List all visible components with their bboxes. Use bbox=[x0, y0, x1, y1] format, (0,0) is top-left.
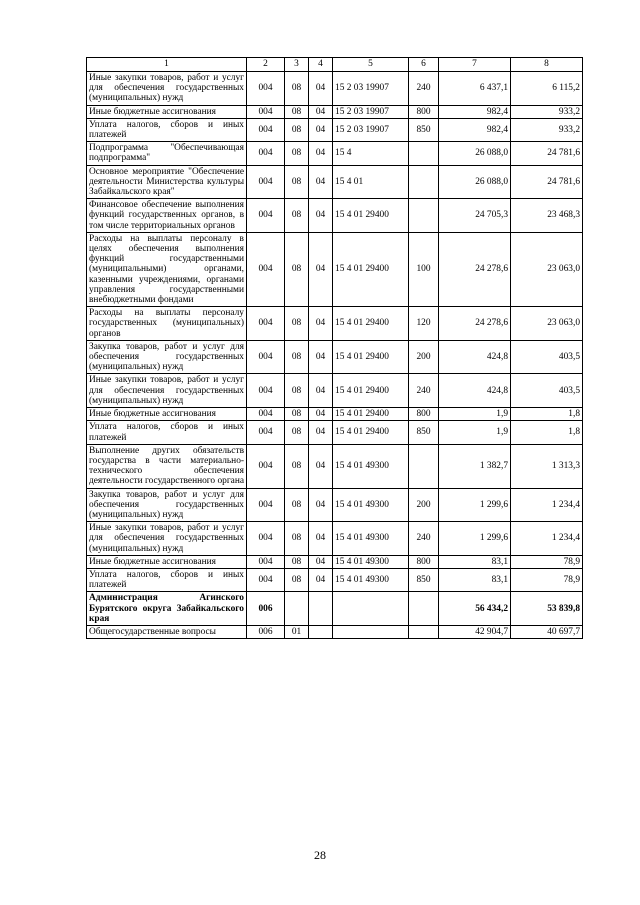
row-amount-8: 1 234,4 bbox=[511, 488, 583, 522]
row-amount-8: 933,2 bbox=[511, 105, 583, 118]
row-subsection-code: 04 bbox=[309, 232, 333, 306]
row-target-code: 15 4 01 29400 bbox=[333, 374, 409, 408]
row-name: Расходы на выплаты персоналу государственных (муниципальных) органов bbox=[87, 307, 247, 341]
row-amount-7: 1 299,6 bbox=[439, 488, 511, 522]
row-section-code: 08 bbox=[285, 165, 309, 199]
row-name: Иные бюджетные ассигнования bbox=[87, 408, 247, 421]
row-ministry-code: 004 bbox=[247, 522, 285, 556]
row-name: Уплата налогов, сборов и иных платежей bbox=[87, 118, 247, 141]
row-section-code: 08 bbox=[285, 568, 309, 591]
row-ministry-code: 004 bbox=[247, 118, 285, 141]
row-ministry-code: 004 bbox=[247, 72, 285, 106]
row-amount-7: 42 904,7 bbox=[439, 625, 511, 638]
row-expense-type bbox=[409, 625, 439, 638]
row-amount-7: 83,1 bbox=[439, 555, 511, 568]
row-expense-type: 200 bbox=[409, 488, 439, 522]
row-subsection-code: 04 bbox=[309, 105, 333, 118]
row-amount-7: 982,4 bbox=[439, 105, 511, 118]
row-name: Иные закупки товаров, работ и услуг для обеспечения государственных (муниципальных) нужд bbox=[87, 522, 247, 556]
row-ministry-code: 004 bbox=[247, 568, 285, 591]
row-section-code: 08 bbox=[285, 488, 309, 522]
row-subsection-code bbox=[309, 592, 333, 626]
row-expense-type: 800 bbox=[409, 408, 439, 421]
row-name: Иные бюджетные ассигнования bbox=[87, 555, 247, 568]
row-section-code: 08 bbox=[285, 232, 309, 306]
row-ministry-code: 004 bbox=[247, 408, 285, 421]
row-section-code: 08 bbox=[285, 374, 309, 408]
table-row bbox=[87, 625, 583, 638]
row-amount-8: 1 313,3 bbox=[511, 444, 583, 488]
row-name: Иные закупки товаров, работ и услуг для обеспечения государственных (муниципальных) нужд bbox=[87, 374, 247, 408]
row-name: Уплата налогов, сборов и иных платежей bbox=[87, 421, 247, 444]
row-amount-7: 1 382,7 bbox=[439, 444, 511, 488]
header-col-1: 1 bbox=[87, 58, 247, 72]
row-ministry-code: 004 bbox=[247, 421, 285, 444]
row-amount-7: 24 705,3 bbox=[439, 199, 511, 233]
header-row bbox=[87, 58, 583, 72]
row-amount-8: 1,8 bbox=[511, 421, 583, 444]
row-target-code: 15 4 01 29400 bbox=[333, 232, 409, 306]
row-subsection-code: 04 bbox=[309, 444, 333, 488]
row-expense-type: 850 bbox=[409, 568, 439, 591]
row-amount-7: 424,8 bbox=[439, 340, 511, 374]
row-subsection-code: 04 bbox=[309, 568, 333, 591]
row-amount-7: 26 088,0 bbox=[439, 165, 511, 199]
row-target-code bbox=[333, 625, 409, 638]
row-amount-7: 24 278,6 bbox=[439, 232, 511, 306]
header-col-6: 6 bbox=[409, 58, 439, 72]
row-target-code: 15 4 01 49300 bbox=[333, 522, 409, 556]
row-expense-type bbox=[409, 199, 439, 233]
row-name: Закупка товаров, работ и услуг для обеспечения государственных (муниципальных) нужд bbox=[87, 488, 247, 522]
row-subsection-code: 04 bbox=[309, 165, 333, 199]
row-target-code: 15 4 01 49300 bbox=[333, 444, 409, 488]
row-ministry-code: 004 bbox=[247, 199, 285, 233]
row-name: Выполнение других обязательств государства в части материально-технического обеспечения деятельности государственного органа bbox=[87, 444, 247, 488]
row-amount-8: 403,5 bbox=[511, 340, 583, 374]
row-subsection-code: 04 bbox=[309, 555, 333, 568]
row-section-code: 08 bbox=[285, 555, 309, 568]
row-expense-type: 100 bbox=[409, 232, 439, 306]
row-ministry-code: 004 bbox=[247, 555, 285, 568]
header-col-2: 2 bbox=[247, 58, 285, 72]
row-amount-8: 23 063,0 bbox=[511, 307, 583, 341]
row-amount-8: 23 468,3 bbox=[511, 199, 583, 233]
row-subsection-code bbox=[309, 625, 333, 638]
table-body bbox=[87, 72, 583, 639]
row-amount-7: 1,9 bbox=[439, 408, 511, 421]
table-row bbox=[87, 165, 583, 199]
row-name: Расходы на выплаты персоналу в целях обеспечения выполнения функций государственными (муниципальными) органами, казенными учреждениями, органами управления государственными внебюджетными фондами bbox=[87, 232, 247, 306]
row-section-code: 08 bbox=[285, 72, 309, 106]
table-row bbox=[87, 142, 583, 165]
table-row bbox=[87, 340, 583, 374]
row-name: Основное мероприятие "Обеспечение деятельности Министерства культуры Забайкальского края" bbox=[87, 165, 247, 199]
row-section-code: 08 bbox=[285, 199, 309, 233]
table-row bbox=[87, 522, 583, 556]
row-name: Подпрограмма "Обеспечивающая подпрограмма" bbox=[87, 142, 247, 165]
table-row bbox=[87, 72, 583, 106]
table-row bbox=[87, 118, 583, 141]
row-amount-7: 1 299,6 bbox=[439, 522, 511, 556]
header-col-7: 7 bbox=[439, 58, 511, 72]
row-target-code: 15 2 03 19907 bbox=[333, 105, 409, 118]
row-subsection-code: 04 bbox=[309, 118, 333, 141]
row-section-code: 08 bbox=[285, 444, 309, 488]
row-target-code: 15 4 01 29400 bbox=[333, 307, 409, 341]
row-amount-7: 424,8 bbox=[439, 374, 511, 408]
table-row bbox=[87, 444, 583, 488]
row-target-code: 15 4 01 29400 bbox=[333, 408, 409, 421]
header-col-3: 3 bbox=[285, 58, 309, 72]
row-section-code: 08 bbox=[285, 408, 309, 421]
row-amount-8: 1 234,4 bbox=[511, 522, 583, 556]
row-target-code: 15 4 bbox=[333, 142, 409, 165]
row-target-code bbox=[333, 592, 409, 626]
row-target-code: 15 4 01 49300 bbox=[333, 555, 409, 568]
row-section-code bbox=[285, 592, 309, 626]
row-expense-type: 240 bbox=[409, 522, 439, 556]
row-subsection-code: 04 bbox=[309, 421, 333, 444]
table-row bbox=[87, 232, 583, 306]
row-expense-type: 200 bbox=[409, 340, 439, 374]
row-target-code: 15 2 03 19907 bbox=[333, 72, 409, 106]
table-row bbox=[87, 408, 583, 421]
row-expense-type bbox=[409, 142, 439, 165]
row-subsection-code: 04 bbox=[309, 408, 333, 421]
table-row bbox=[87, 374, 583, 408]
budget-table bbox=[86, 57, 583, 639]
row-subsection-code: 04 bbox=[309, 72, 333, 106]
row-name: Иные закупки товаров, работ и услуг для обеспечения государственных (муниципальных) нужд bbox=[87, 72, 247, 106]
row-amount-8: 40 697,7 bbox=[511, 625, 583, 638]
row-amount-7: 83,1 bbox=[439, 568, 511, 591]
row-expense-type bbox=[409, 444, 439, 488]
row-expense-type bbox=[409, 592, 439, 626]
row-target-code: 15 4 01 49300 bbox=[333, 488, 409, 522]
row-ministry-code: 004 bbox=[247, 444, 285, 488]
row-section-code: 08 bbox=[285, 105, 309, 118]
row-name: Финансовое обеспечение выполнения функций государственных органов, в том числе территориальных органов bbox=[87, 199, 247, 233]
row-ministry-code: 006 bbox=[247, 592, 285, 626]
row-subsection-code: 04 bbox=[309, 374, 333, 408]
table-row bbox=[87, 105, 583, 118]
row-subsection-code: 04 bbox=[309, 199, 333, 233]
table-row bbox=[87, 555, 583, 568]
row-amount-7: 26 088,0 bbox=[439, 142, 511, 165]
row-subsection-code: 04 bbox=[309, 307, 333, 341]
row-name: Администрация Агинского Бурятского округа Забайкальского края bbox=[87, 592, 247, 626]
row-ministry-code: 004 bbox=[247, 232, 285, 306]
row-expense-type: 800 bbox=[409, 105, 439, 118]
row-amount-7: 982,4 bbox=[439, 118, 511, 141]
row-section-code: 08 bbox=[285, 340, 309, 374]
row-ministry-code: 004 bbox=[247, 340, 285, 374]
row-ministry-code: 004 bbox=[247, 307, 285, 341]
row-expense-type: 240 bbox=[409, 72, 439, 106]
row-target-code: 15 4 01 29400 bbox=[333, 340, 409, 374]
row-ministry-code: 004 bbox=[247, 142, 285, 165]
row-target-code: 15 2 03 19907 bbox=[333, 118, 409, 141]
table-row bbox=[87, 592, 583, 626]
row-name: Закупка товаров, работ и услуг для обеспечения государственных (муниципальных) нужд bbox=[87, 340, 247, 374]
row-name: Уплата налогов, сборов и иных платежей bbox=[87, 568, 247, 591]
row-ministry-code: 004 bbox=[247, 105, 285, 118]
row-amount-8: 24 781,6 bbox=[511, 142, 583, 165]
table-row bbox=[87, 488, 583, 522]
row-ministry-code: 004 bbox=[247, 165, 285, 199]
row-amount-8: 403,5 bbox=[511, 374, 583, 408]
header-col-4: 4 bbox=[309, 58, 333, 72]
row-section-code: 08 bbox=[285, 142, 309, 165]
row-amount-8: 6 115,2 bbox=[511, 72, 583, 106]
row-amount-7: 6 437,1 bbox=[439, 72, 511, 106]
row-expense-type: 240 bbox=[409, 374, 439, 408]
row-section-code: 01 bbox=[285, 625, 309, 638]
row-target-code: 15 4 01 bbox=[333, 165, 409, 199]
row-amount-8: 24 781,6 bbox=[511, 165, 583, 199]
row-subsection-code: 04 bbox=[309, 142, 333, 165]
row-amount-7: 1,9 bbox=[439, 421, 511, 444]
table-row bbox=[87, 307, 583, 341]
row-expense-type: 800 bbox=[409, 555, 439, 568]
row-amount-8: 933,2 bbox=[511, 118, 583, 141]
row-expense-type: 850 bbox=[409, 421, 439, 444]
row-target-code: 15 4 01 29400 bbox=[333, 199, 409, 233]
table-row bbox=[87, 568, 583, 591]
page-number: 28 bbox=[314, 848, 326, 862]
row-expense-type: 120 bbox=[409, 307, 439, 341]
row-amount-8: 78,9 bbox=[511, 555, 583, 568]
row-subsection-code: 04 bbox=[309, 488, 333, 522]
row-name: Общегосударственные вопросы bbox=[87, 625, 247, 638]
row-subsection-code: 04 bbox=[309, 340, 333, 374]
row-amount-8: 1,8 bbox=[511, 408, 583, 421]
row-amount-8: 23 063,0 bbox=[511, 232, 583, 306]
row-expense-type: 850 bbox=[409, 118, 439, 141]
row-amount-7: 24 278,6 bbox=[439, 307, 511, 341]
header-col-8: 8 bbox=[511, 58, 583, 72]
row-subsection-code: 04 bbox=[309, 522, 333, 556]
row-target-code: 15 4 01 49300 bbox=[333, 568, 409, 591]
row-section-code: 08 bbox=[285, 118, 309, 141]
row-amount-8: 78,9 bbox=[511, 568, 583, 591]
row-amount-7: 56 434,2 bbox=[439, 592, 511, 626]
row-amount-8: 53 839,8 bbox=[511, 592, 583, 626]
row-expense-type bbox=[409, 165, 439, 199]
row-target-code: 15 4 01 29400 bbox=[333, 421, 409, 444]
header-col-5: 5 bbox=[333, 58, 409, 72]
table-row bbox=[87, 421, 583, 444]
row-section-code: 08 bbox=[285, 421, 309, 444]
row-ministry-code: 006 bbox=[247, 625, 285, 638]
row-ministry-code: 004 bbox=[247, 488, 285, 522]
table-row bbox=[87, 199, 583, 233]
row-section-code: 08 bbox=[285, 307, 309, 341]
row-name: Иные бюджетные ассигнования bbox=[87, 105, 247, 118]
row-ministry-code: 004 bbox=[247, 374, 285, 408]
row-section-code: 08 bbox=[285, 522, 309, 556]
